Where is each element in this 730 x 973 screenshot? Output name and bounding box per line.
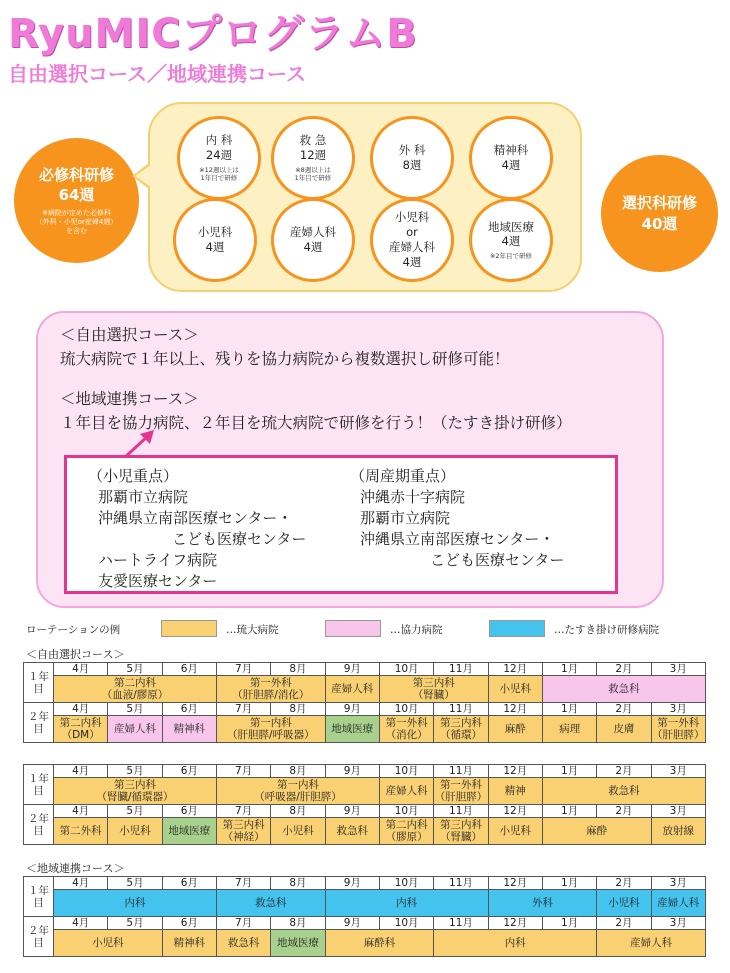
rotation-cell — [488, 778, 542, 805]
rotation-cell — [216, 818, 270, 845]
rotation-cell — [54, 676, 217, 703]
elective-training-circle — [601, 155, 718, 272]
rotation-cell — [271, 930, 325, 957]
rotation-dept: 第一内科 — [276, 779, 319, 791]
month-cell: 9月 — [325, 877, 379, 890]
month-cell: 6月 — [162, 765, 216, 778]
rotation-dept: 小児科 — [92, 937, 124, 949]
rotation-dept: 放射線 — [662, 825, 695, 837]
rotation-dept-detail: （肝胆膵/消化） — [232, 689, 310, 701]
month-cell: 8月 — [271, 663, 325, 676]
dept-circle-shoni-or-sanfujin — [370, 198, 454, 282]
rotation-cell — [379, 676, 488, 703]
rotation-cell — [54, 818, 108, 845]
rotation-dept: 第三内科 — [439, 819, 482, 831]
rotation-cell — [216, 930, 270, 957]
legend-ryudai: …琉大病院 — [226, 624, 279, 636]
rotation-cell — [488, 890, 597, 917]
legend-tasuki: …たすき掛け研修病院 — [554, 624, 659, 636]
rotation-cell — [54, 778, 217, 805]
month-cell: 4月 — [54, 663, 108, 676]
rotation-cell — [434, 778, 488, 805]
dept-weeks: 4週 — [205, 240, 225, 254]
rotation-cell — [542, 778, 705, 805]
rotation-cell — [216, 676, 325, 703]
year-label: ２年目 — [24, 917, 54, 957]
regional-course-heading: ＜地域連携コース＞ — [60, 390, 199, 408]
dept-weeks: 24週 — [205, 148, 233, 163]
rotation-dept-detail: （腎臓/循環器） — [96, 791, 174, 803]
rotation-dept: 内科 — [124, 897, 146, 909]
month-cell: 1月 — [542, 805, 596, 818]
pediatric-hospital: 那覇市立病院 — [98, 488, 189, 506]
month-cell: 7月 — [216, 765, 270, 778]
dept-name: 地域医療 — [488, 219, 534, 234]
required-weeks: 64週 — [58, 185, 95, 204]
month-cell: 6月 — [162, 703, 216, 716]
month-cell: 12月 — [488, 877, 542, 890]
required-note-3: を含む — [66, 227, 87, 236]
rotation-dept-detail: （消化） — [385, 729, 428, 741]
dept-weeks: 4週 — [402, 254, 422, 269]
month-cell: 8月 — [271, 805, 325, 818]
month-cell: 5月 — [108, 917, 162, 930]
perinatal-hospital: こども医療センター — [430, 551, 565, 569]
rotation-dept: 外科 — [531, 897, 553, 909]
rotation-dept-detail: （血液/膠原） — [101, 689, 169, 701]
rotation-dept: 地域医療 — [331, 723, 374, 735]
month-cell: 3月 — [651, 765, 705, 778]
elective-weeks: 40週 — [641, 214, 678, 233]
rotation-cell — [162, 930, 216, 957]
rotation-dept-detail: （循環） — [439, 729, 482, 741]
rotation-dept-detail: （腎臓） — [412, 689, 455, 701]
month-cell: 8月 — [271, 765, 325, 778]
month-cell: 10月 — [379, 877, 433, 890]
rotation-dept: 麻酔科 — [363, 937, 396, 949]
rotation-cell — [379, 818, 433, 845]
rotation-dept: 第三内科 — [113, 779, 156, 791]
rotation-cell — [379, 778, 433, 805]
month-cell: 3月 — [651, 663, 705, 676]
rotation-dept: 産婦人科 — [385, 785, 428, 797]
month-cell: 10月 — [379, 663, 433, 676]
rotation-dept: 精神 — [504, 785, 526, 797]
required-note-2: （外科・小児or産婦4週） — [35, 218, 118, 227]
month-cell: 5月 — [108, 805, 162, 818]
rotation-dept-detail: （呼吸器/肝胆膵） — [254, 791, 342, 803]
month-cell: 10月 — [379, 805, 433, 818]
rotation-dept: 内科 — [396, 897, 418, 909]
perinatal-hospital: 沖縄県立南部医療センター・ — [360, 530, 555, 548]
rotation-cell — [434, 716, 488, 743]
month-cell: 7月 — [216, 663, 270, 676]
rotation-cell — [216, 778, 379, 805]
month-cell: 7月 — [216, 703, 270, 716]
rotation-cell — [108, 818, 162, 845]
month-cell: 2月 — [597, 917, 651, 930]
legend-swatch-kyoryoku — [325, 620, 381, 637]
dept-weeks: 4週 — [501, 234, 521, 249]
rotation-cell — [542, 676, 705, 703]
month-cell: 4月 — [54, 765, 108, 778]
rotation-cell — [488, 818, 542, 845]
dept-name-2: 産婦人科 — [389, 240, 435, 254]
page-title: RyuMICプログラムB — [8, 11, 418, 57]
rotation-dept: 産婦人科 — [630, 937, 673, 949]
perinatal-heading: （周産期重点） — [350, 467, 456, 485]
rotation-dept: 病理 — [559, 723, 581, 735]
dept-circle-sanfujin — [271, 198, 355, 282]
rotation-cell — [651, 716, 705, 743]
dept-name: 精神科 — [493, 143, 529, 158]
month-cell: 1月 — [542, 663, 596, 676]
required-note-1: ※病院が定めた必修科 — [42, 209, 111, 218]
rotation-cell — [488, 716, 542, 743]
dept-weeks: 4週 — [501, 158, 521, 172]
dept-circle-geka — [370, 116, 454, 200]
rotation-cell — [651, 890, 705, 917]
month-cell: 8月 — [271, 917, 325, 930]
rotation-dept: 小児科 — [119, 825, 151, 837]
rotation-table-regional — [23, 876, 706, 957]
rotation-cell — [488, 676, 542, 703]
perinatal-hospital: 那覇市立病院 — [360, 509, 451, 527]
rotation-dept-detail: （神経） — [222, 831, 265, 843]
legend-swatch-ryudai — [161, 620, 217, 637]
rotation-cell — [542, 716, 596, 743]
month-cell: 6月 — [162, 877, 216, 890]
rotation-cell — [108, 716, 162, 743]
rotation-dept: 救急科 — [255, 897, 287, 909]
month-cell: 8月 — [271, 703, 325, 716]
rotation-dept: 第三内科 — [439, 717, 482, 729]
rotation-dept-detail: （肝胆膵/呼吸器） — [227, 729, 315, 741]
month-cell: 2月 — [597, 703, 651, 716]
rotation-dept: 麻酔 — [504, 723, 526, 735]
month-cell: 9月 — [325, 917, 379, 930]
rotation-dept: 産婦人科 — [331, 683, 374, 695]
month-cell: 4月 — [54, 877, 108, 890]
month-cell: 3月 — [651, 805, 705, 818]
rotation-dept-detail: （膠原） — [385, 831, 428, 843]
rotation-dept: 第二内科 — [113, 677, 156, 689]
month-cell: 1月 — [542, 877, 596, 890]
month-cell: 9月 — [325, 765, 379, 778]
rotation-dept: 小児科 — [499, 683, 532, 695]
rotation-cell — [325, 890, 488, 917]
pediatric-hospital: こども医療センター — [172, 530, 307, 548]
month-cell: 6月 — [162, 805, 216, 818]
dept-name: 産婦人科 — [290, 225, 336, 240]
month-cell: 8月 — [271, 877, 325, 890]
rotation-dept: 第三内科 — [412, 677, 455, 689]
month-cell: 11月 — [434, 805, 488, 818]
dept-name: 内 科 — [205, 133, 233, 148]
month-cell: 11月 — [434, 703, 488, 716]
rotation-dept: 救急科 — [608, 785, 640, 797]
rotation-cell — [379, 716, 433, 743]
month-cell: 5月 — [108, 663, 162, 676]
month-cell: 11月 — [434, 663, 488, 676]
dept-weeks: 8週 — [402, 158, 422, 172]
rotation-dept: 第一外科 — [439, 779, 482, 791]
year-label: １年目 — [24, 765, 54, 805]
rotation-cell — [54, 716, 108, 743]
month-cell: 1月 — [542, 765, 596, 778]
rotation-dept: 救急科 — [227, 937, 260, 949]
dept-note: ※12週以上は — [199, 166, 239, 175]
page-subtitle: 自由選択コース／地域連携コース — [8, 62, 306, 86]
rotation-dept: 産婦人科 — [113, 723, 156, 735]
required-training-circle — [14, 138, 139, 263]
dept-note: 1年目で研修 — [294, 174, 332, 183]
rotation-cell — [597, 716, 651, 743]
dept-weeks: 4週 — [303, 240, 323, 254]
rotation-dept: 麻酔 — [586, 825, 608, 837]
pediatric-hospital: ハートライフ病院 — [98, 551, 218, 569]
free-course-desc: 琉大病院で１年以上、残りを協力病院から複数選択し研修可能！ — [60, 350, 510, 368]
month-cell: 4月 — [54, 805, 108, 818]
rotation-table-free-1 — [23, 662, 706, 743]
month-cell: 1月 — [542, 703, 596, 716]
rotation-dept: 第一外科 — [249, 677, 292, 689]
dept-note: ※2年目で研修 — [489, 252, 533, 261]
rotation-dept: 精神科 — [173, 937, 206, 949]
pediatric-hospital: 友愛医療センター — [98, 572, 218, 590]
rotation-dept-detail: （肝胆膵） — [652, 729, 705, 741]
rotation-cell — [54, 930, 163, 957]
rotation-dept: 地域医療 — [168, 825, 211, 837]
dept-note: ※8週以上は — [295, 166, 331, 175]
rotation-dept: 小児科 — [282, 825, 314, 837]
perinatal-hospital: 沖縄赤十字病院 — [360, 488, 466, 506]
dept-name: 小児科 — [394, 210, 430, 225]
month-cell: 9月 — [325, 703, 379, 716]
dept-circle-naika — [177, 116, 261, 200]
rotation-dept: 精神科 — [173, 723, 206, 735]
month-cell: 11月 — [434, 765, 488, 778]
month-cell: 1月 — [542, 917, 596, 930]
dept-weeks: 12週 — [299, 148, 327, 163]
rotation-dept: 第一内科 — [249, 717, 292, 729]
rotation-dept-detail: （DM） — [61, 729, 100, 741]
rotation-dept: 第二内科 — [59, 717, 102, 729]
month-cell: 3月 — [651, 877, 705, 890]
required-title: 必修科研修 — [38, 165, 114, 184]
regional-course-desc: １年目を協力病院、２年目を琉大病院で研修を行う！（たすき掛け研修） — [60, 414, 572, 432]
legend-kyoryoku: …協力病院 — [390, 624, 443, 636]
rotation-cell — [216, 716, 325, 743]
month-cell: 3月 — [651, 703, 705, 716]
rotation-dept: 第一外科 — [657, 717, 700, 729]
month-cell: 4月 — [54, 703, 108, 716]
dept-circle-seishin — [469, 116, 553, 200]
month-cell: 5月 — [108, 703, 162, 716]
month-cell: 9月 — [325, 805, 379, 818]
month-cell: 10月 — [379, 703, 433, 716]
dept-or: or — [406, 225, 418, 240]
month-cell: 7月 — [216, 805, 270, 818]
rotation-dept: 救急科 — [608, 683, 640, 695]
rotation-cell — [54, 890, 217, 917]
month-cell: 10月 — [379, 917, 433, 930]
rotation-dept: 救急科 — [336, 825, 369, 837]
month-cell: 12月 — [488, 703, 542, 716]
year-label: １年目 — [24, 663, 54, 703]
rotation-dept: 小児科 — [608, 897, 640, 909]
month-cell: 12月 — [488, 805, 542, 818]
month-cell: 11月 — [434, 917, 488, 930]
month-cell: 9月 — [325, 663, 379, 676]
month-cell: 10月 — [379, 765, 433, 778]
rotation-table-free-2 — [23, 764, 706, 845]
pediatric-heading: （小児重点） — [88, 467, 179, 485]
month-cell: 2月 — [597, 765, 651, 778]
rotation-dept: 皮膚 — [613, 723, 635, 735]
pediatric-hospital: 沖縄県立南部医療センター・ — [98, 509, 293, 527]
rotation-dept: 産婦人科 — [657, 897, 700, 909]
month-cell: 7月 — [216, 917, 270, 930]
rotation-dept: 第一外科 — [385, 717, 428, 729]
year-label: ２年目 — [24, 805, 54, 845]
year-label: ２年目 — [24, 703, 54, 743]
dept-note: 1年目で研修 — [200, 174, 238, 183]
rotation-cell — [325, 676, 379, 703]
dept-name: 救 急 — [299, 133, 327, 148]
rotation-cell — [434, 930, 597, 957]
rotation-dept: 第二内科 — [385, 819, 428, 831]
rotation-cell — [325, 818, 379, 845]
rotation-dept: 小児科 — [499, 825, 532, 837]
dept-name: 小児科 — [197, 225, 233, 240]
rotation-cell — [597, 890, 651, 917]
dept-name: 外 科 — [398, 143, 426, 158]
rotation-cell — [651, 818, 705, 845]
month-cell: 5月 — [108, 877, 162, 890]
rotation-dept-detail: （肝胆膵） — [434, 791, 488, 803]
section-free-course: ＜自由選択コース＞ — [26, 648, 125, 661]
rotation-cell — [325, 716, 379, 743]
month-cell: 2月 — [597, 877, 651, 890]
legend-swatch-tasuki — [489, 620, 545, 637]
month-cell: 6月 — [162, 663, 216, 676]
rotation-dept-detail: （腎臓） — [439, 831, 482, 843]
month-cell: 3月 — [651, 917, 705, 930]
month-cell: 7月 — [216, 877, 270, 890]
section-regional-course: ＜地域連携コース＞ — [26, 862, 125, 875]
month-cell: 5月 — [108, 765, 162, 778]
rotation-cell — [271, 818, 325, 845]
rotation-cell — [162, 818, 216, 845]
rotation-cell — [597, 930, 706, 957]
month-cell: 4月 — [54, 917, 108, 930]
dept-circle-kyukyu — [271, 116, 355, 200]
rotation-dept: 地域医療 — [276, 937, 319, 949]
month-cell: 12月 — [488, 663, 542, 676]
rotation-cell — [325, 930, 434, 957]
dept-circle-shoni — [173, 198, 257, 282]
rotation-dept: 第二外科 — [59, 825, 102, 837]
dept-circle-chiiki — [469, 198, 553, 282]
rotation-dept: 内科 — [504, 937, 526, 949]
rotation-cell — [542, 818, 651, 845]
month-cell: 12月 — [488, 765, 542, 778]
rotation-cell — [162, 716, 216, 743]
month-cell: 2月 — [597, 663, 651, 676]
rotation-cell — [434, 818, 488, 845]
rotation-dept: 第三内科 — [222, 819, 265, 831]
year-label: １年目 — [24, 877, 54, 917]
month-cell: 11月 — [434, 877, 488, 890]
legend-title: ローテーションの例 — [26, 624, 121, 636]
bubble-tail-inner — [135, 165, 151, 187]
free-course-heading: ＜自由選択コース＞ — [60, 326, 199, 344]
rotation-cell — [216, 890, 325, 917]
month-cell: 6月 — [162, 917, 216, 930]
month-cell: 2月 — [597, 805, 651, 818]
month-cell: 12月 — [488, 917, 542, 930]
elective-title: 選択科研修 — [621, 194, 697, 213]
